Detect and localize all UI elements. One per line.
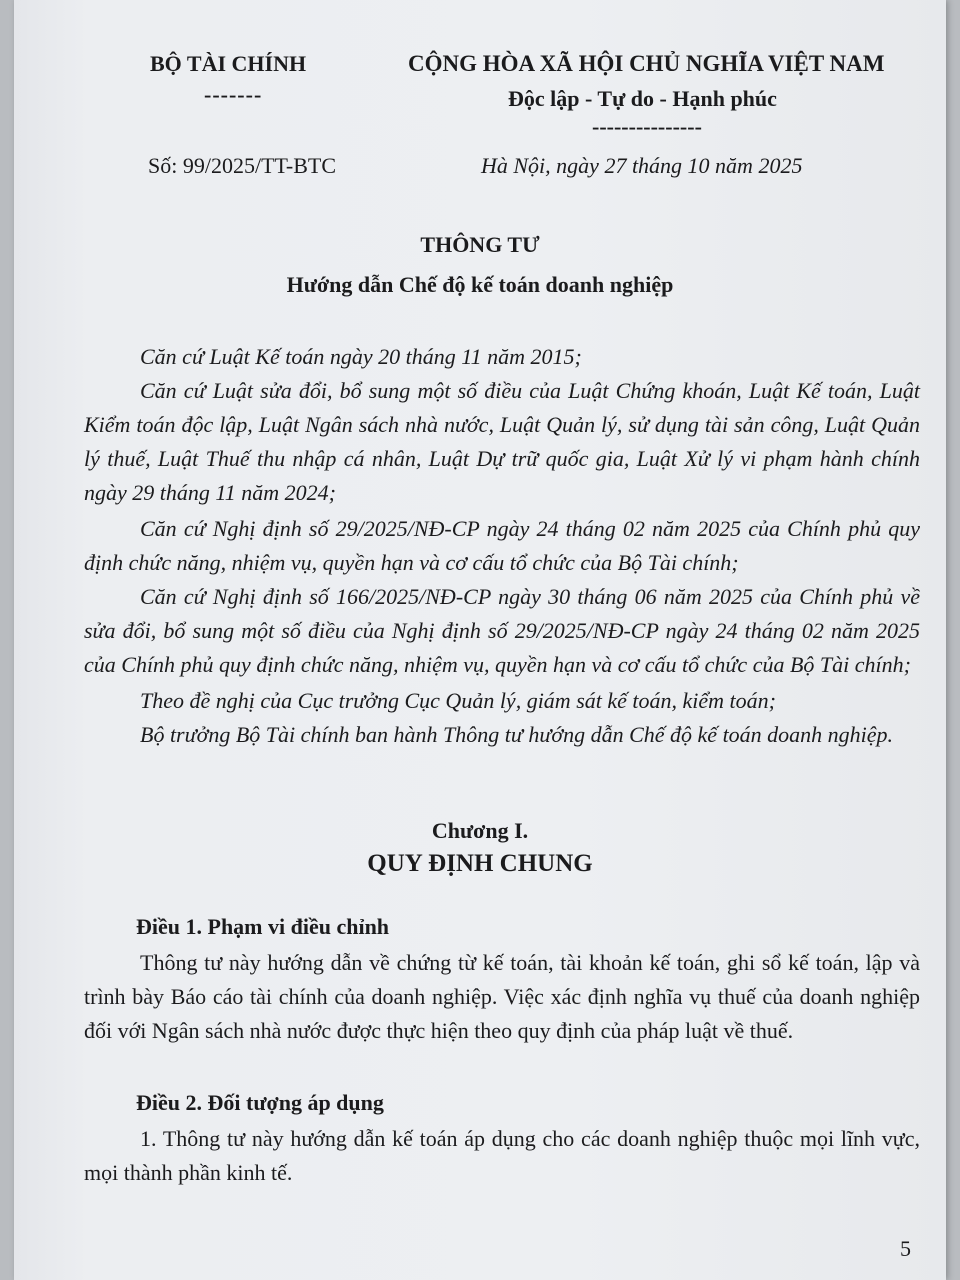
preamble [84,340,920,752]
place-date: Hà Nội, ngày 27 tháng 10 năm 2025 [481,153,803,178]
preamble-item: Căn cứ Luật Kế toán ngày 20 tháng 11 năm 2015; [140,344,582,369]
document-page [14,0,946,1280]
preamble-item: Bộ trưởng Bộ Tài chính ban hành Thông tư hướng dẫn Chế độ kế toán doanh nghiệp. [140,722,894,747]
article-body [84,946,920,1048]
page-number: 5 [900,1236,911,1261]
preamble-item: Căn cứ Nghị định số 166/2025/NĐ-CP ngày 30 tháng 06 năm 2025 của Chính phủ về sửa đổi, bổ sung một số điều của Nghị định số 29/2025/NĐ-CP ngày 24 tháng 02 năm 2025 của Chính phủ quy định chức năng, nhiệm vụ, quyền hạn và cơ cấu tổ chức của Bộ Tài chính; [84,584,920,677]
country-name: CỘNG HÒA XÃ HỘI CHỦ NGHĨA VIỆT NAM [408,51,885,76]
motto-separator: --------------- [592,114,702,139]
preamble-item: Căn cứ Luật sửa đổi, bổ sung một số điều của Luật Chứng khoán, Luật Kế toán, Luật Kiểm toán độc lập, Luật Ngân sách nhà nước, Luật Quản lý, sử dụng tài sản công, Luật Quản lý thuế, Luật Thuế thu nhập cá nhân, Luật Dự trữ quốc gia, Luật Xử lý vi phạm hành chính ngày 29 tháng 11 năm 2024; [84,378,920,505]
ministry-separator: ------- [204,82,263,107]
article-text: 1. Thông tư này hướng dẫn kế toán áp dụng cho các doanh nghiệp thuộc mọi lĩnh vực, mọi thành phần kinh tế. [84,1126,920,1185]
article-heading: Điều 2. Đối tượng áp dụng [136,1090,384,1115]
article-heading: Điều 1. Phạm vi điều chỉnh [136,914,390,939]
preamble-item: Theo đề nghị của Cục trưởng Cục Quản lý, giám sát kế toán, kiểm toán; [140,688,776,713]
preamble-item: Căn cứ Nghị định số 29/2025/NĐ-CP ngày 24 tháng 02 năm 2025 của Chính phủ quy định chức năng, nhiệm vụ, quyền hạn và cơ cấu tổ chức của Bộ Tài chính; [84,516,920,575]
chapter-number: Chương I. [431,818,529,843]
chapter-name: QUY ĐỊNH CHUNG [367,850,593,877]
article-text: Thông tư này hướng dẫn về chứng từ kế toán, tài khoản kế toán, ghi sổ kế toán, lập và trình bày Báo cáo tài chính của doanh nghiệp. Việc xác định nghĩa vụ thuế của doanh nghiệp đối với Ngân sách nhà nước được thực hiện theo quy định của pháp luật về thuế. [84,950,920,1043]
document-subject: Hướng dẫn Chế độ kế toán doanh nghiệp [286,272,674,297]
document-type-title: THÔNG TƯ [420,232,540,257]
document-number: Số: 99/2025/TT-BTC [148,153,337,178]
article-body [84,1122,920,1190]
ministry-name: BỘ TÀI CHÍNH [150,51,307,76]
motto: Độc lập - Tự do - Hạnh phúc [508,86,777,111]
